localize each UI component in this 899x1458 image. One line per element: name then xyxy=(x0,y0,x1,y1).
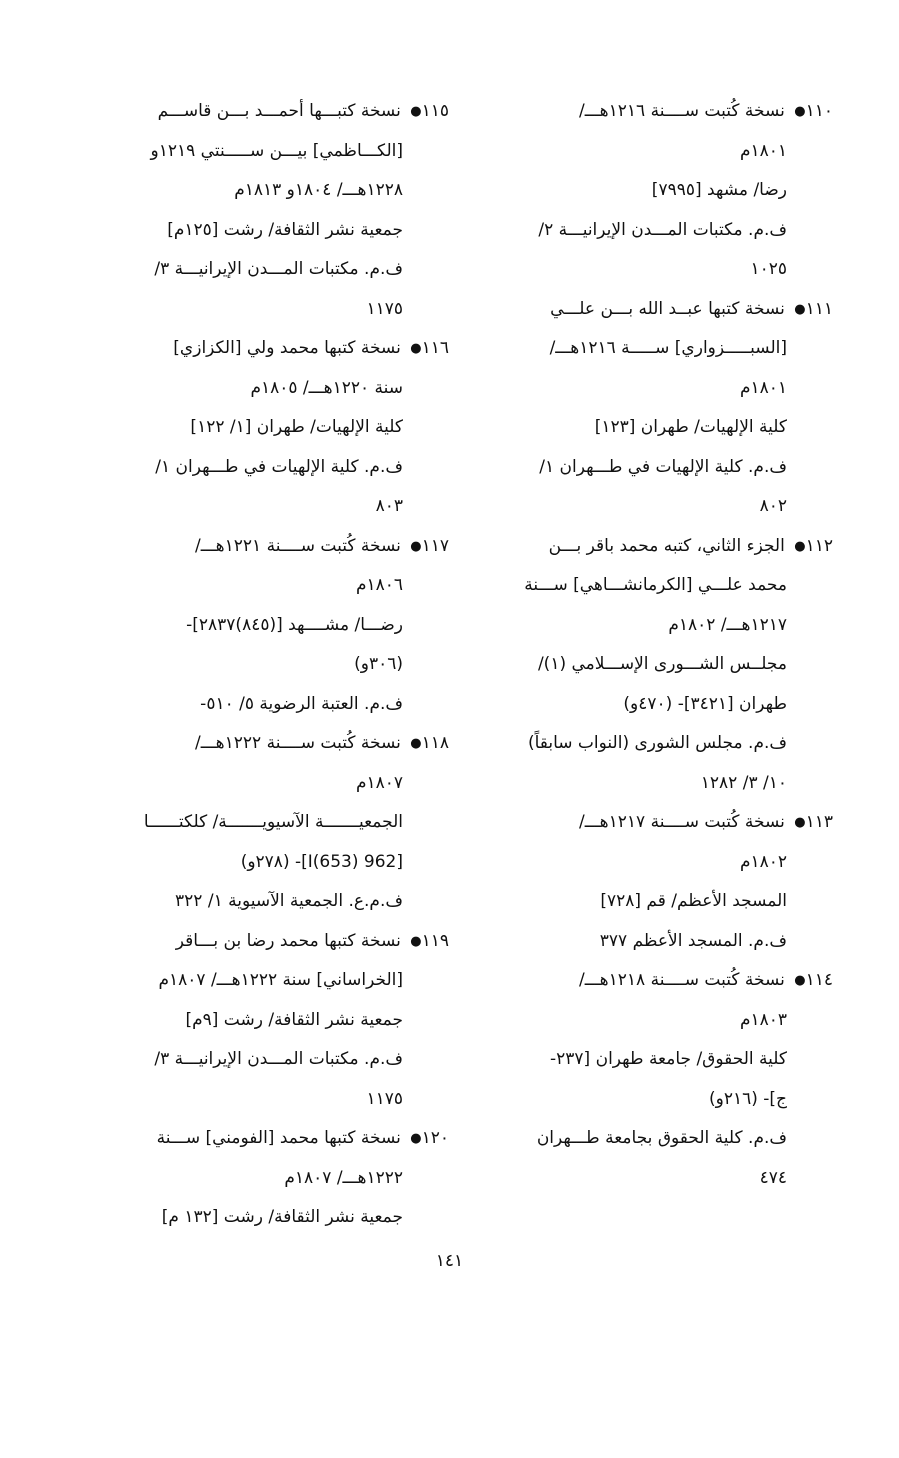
entry-heading-line xyxy=(114,922,449,962)
entry-number: ١١٧ xyxy=(421,535,449,556)
entry-text-line: ف.م.ع. الجمعية الآسيوية ١/ ٣٢٢ xyxy=(175,891,403,911)
entry-text-line: ١٨٠٦م xyxy=(355,575,403,595)
manuscript-entry xyxy=(114,92,449,329)
manuscript-entry xyxy=(498,527,833,804)
page-number: ١٤١ xyxy=(435,1251,464,1271)
manuscript-entry xyxy=(114,527,449,725)
entry-text-line: [962 I(653)]- (٢٧٨و) xyxy=(240,851,403,872)
entry-text-line: ١٢١٧هـــ/ ١٨٠٢م xyxy=(668,614,787,635)
entry-text: نسخة كُتبت ســــنة ١٢٢١هـــ/ xyxy=(195,535,401,556)
entry-number: ١١٤ xyxy=(805,970,833,990)
entry-heading-line xyxy=(114,329,449,369)
entry-text-line: سنة ١٢٢٠هـــ/ ١٨٠٥م xyxy=(250,377,403,398)
entry-number: ١١١ xyxy=(805,298,833,319)
entry-heading-line xyxy=(114,1119,449,1159)
entry-number: ١١٩ xyxy=(421,930,449,951)
entry-text-line: [السبـــــزواري] ســـــة ١٢١٦هـــ/ xyxy=(549,338,787,358)
entry-text-line: ١١٧٥ xyxy=(366,298,403,319)
entry-text-line: ج]- (٢١٦و) xyxy=(708,1088,787,1109)
bullet-icon: ● xyxy=(410,104,422,119)
entry-text-line: ١٠٢٥ xyxy=(750,259,787,279)
entry-text-line: ١١٧٥ xyxy=(366,1088,403,1109)
entry-text: نسخة كُتبت ســــنة ١٢١٦هـــ/ xyxy=(579,101,785,121)
entry-text-line: [الكـــاظمي] بيـــن ســـــنتي ١٢١٩و xyxy=(150,140,403,161)
entry-text-line: محمد علـــي [الكرمانشـــاهي] ســـنة xyxy=(524,575,787,595)
entry-text-line: ف.م. مكتبات المـــدن الإيرانيـــة ٢/ xyxy=(538,219,787,240)
entry-text-line: ف.م. كلية الحقوق بجامعة طـــهران xyxy=(536,1128,787,1148)
entry-number: ١١٨ xyxy=(421,733,449,753)
entry-text-line: ٨٠٣ xyxy=(375,496,403,516)
manuscript-entry xyxy=(498,961,833,1198)
entry-text: نسخة كتبها محمد [الفومني] ســـنة xyxy=(156,1128,401,1148)
entry-number: ١١٢ xyxy=(805,535,833,556)
entry-text-line: ١٨٠١م xyxy=(739,377,787,398)
bullet-icon: ● xyxy=(410,933,422,949)
entry-text-line: ف.م. المسجد الأعظم ٣٧٧ xyxy=(599,930,787,951)
entry-heading-line xyxy=(498,527,833,567)
bullet-icon: ● xyxy=(794,815,806,830)
bullet-icon: ● xyxy=(410,341,422,356)
entry-text-line: ٨٠٢ xyxy=(759,496,787,516)
entry-text-line: ١٨٠٢م xyxy=(739,851,787,872)
manuscript-entry xyxy=(114,922,449,1120)
entry-heading-line xyxy=(498,803,833,843)
entry-text-line: جمعية نشر الثقافة/ رشت [٩م] xyxy=(185,1009,403,1030)
entry-number: ١١٣ xyxy=(805,812,833,832)
entry-text-line: ف.م. كلية الإلهيات في طـــهران ١/ xyxy=(539,456,787,477)
entry-heading-line xyxy=(498,290,833,330)
entry-text-line: ف.م. العتبة الرضوية ٥/ ٥١٠- xyxy=(200,693,403,714)
manuscript-entry xyxy=(498,290,833,527)
entry-text-line: جمعية نشر الثقافة/ رشت [١٣٢ م] xyxy=(161,1207,403,1227)
entry-text-line: جمعية نشر الثقافة/ رشت [١٢٥م] xyxy=(167,219,403,240)
bullet-icon: ● xyxy=(794,538,806,554)
entry-text: نسخة كتبـــها أحمـــد بـــن قاســـم xyxy=(157,101,401,121)
right-column xyxy=(498,92,833,1198)
entry-number: ١١٦ xyxy=(421,338,449,358)
entry-text-line: ١٠/ ٣/ ١٢٨٢ xyxy=(700,772,787,793)
entry-text-line: كلية الحقوق/ جامعة طهران [٢٣٧- xyxy=(550,1049,787,1069)
entry-text-line: مجلــس الشـــورى الإســـلامي (١)/ xyxy=(537,654,787,674)
entry-text-line: كلية الإلهيات/ طهران [١/ ١٢٢] xyxy=(190,417,403,437)
entry-text: نسخة كتبها محمد ولي [الكزازي] xyxy=(173,338,401,358)
entry-text-line: ف.م. مكتبات المـــدن الإيرانيـــة ٣/ xyxy=(154,259,403,279)
entry-heading-line xyxy=(498,92,833,132)
entry-number: ١١٠ xyxy=(805,101,833,121)
entry-text-line: ف.م. كلية الإلهيات في طـــهران ١/ xyxy=(155,456,403,477)
manuscript-entry xyxy=(498,92,833,290)
entry-heading-line xyxy=(114,724,449,764)
entry-text-line: (٣٠٦و) xyxy=(354,654,403,674)
entry-heading-line xyxy=(114,527,449,567)
entry-text-line: المسجد الأعظم/ قم [٧٢٨] xyxy=(600,891,787,911)
manuscript-entry xyxy=(498,803,833,961)
entry-text-line: ١٢٢٨هـــ/ ١٨٠٤و ١٨١٣م xyxy=(234,180,403,200)
entry-number: ١٢٠ xyxy=(421,1128,449,1148)
entry-text-line: الجمعيـــــــة الآسيويـــــــة/ كلكتــــــا xyxy=(143,812,403,832)
entry-text-line: [الخراساني] سنة ١٢٢٢هـــ/ ١٨٠٧م xyxy=(158,970,403,990)
entry-text: نسخة كُتبت ســــنة ١٢١٨هـــ/ xyxy=(579,970,785,990)
entry-number: ١١٥ xyxy=(421,101,449,121)
manuscript-entry xyxy=(114,724,449,922)
manuscript-entry xyxy=(114,1119,449,1238)
entry-heading-line xyxy=(114,92,449,132)
entry-text-line: كلية الإلهيات/ طهران [١٢٣] xyxy=(594,417,787,437)
entry-text-line: ١٨٠١م xyxy=(739,140,787,161)
entry-text-line: رضـــا/ مشــــهد [(٨٤٥)٢٨٣٧]- xyxy=(186,614,403,635)
entry-text: الجزء الثاني، كتبه محمد باقر بـــن xyxy=(548,535,785,556)
entry-text-line: ٤٧٤ xyxy=(759,1167,787,1188)
manuscript-entry xyxy=(114,329,449,527)
entry-text: نسخة كتبها عبــد الله بـــن علـــي xyxy=(550,298,785,319)
entry-text-line: ١٨٠٧م xyxy=(355,772,403,793)
entry-text-line: ف.م. مكتبات المـــدن الإيرانيـــة ٣/ xyxy=(154,1049,403,1069)
entry-text-line: رضا/ مشهد [٧٩٩٥] xyxy=(651,180,787,200)
left-column xyxy=(114,92,449,1238)
entry-text: نسخة كُتبت ســــنة ١٢٢٢هـــ/ xyxy=(195,733,401,753)
entry-text-line: ١٨٠٣م xyxy=(739,1009,787,1030)
entry-text: نسخة كُتبت ســــنة ١٢١٧هـــ/ xyxy=(579,812,785,832)
bullet-icon: ● xyxy=(794,104,806,119)
entry-text-line: طهران [٣٤٢١]- (٤٧٠و) xyxy=(623,693,787,714)
bullet-icon: ● xyxy=(794,301,806,317)
entry-text-line: ١٢٢٢هـــ/ ١٨٠٧م xyxy=(284,1167,403,1188)
bullet-icon: ● xyxy=(410,538,422,554)
entry-text-line: ف.م. مجلس الشورى (النواب سابقاً) xyxy=(527,733,787,753)
bullet-icon: ● xyxy=(410,1131,422,1146)
entry-heading-line xyxy=(498,961,833,1001)
entry-text: نسخة كتبها محمد رضا بن بـــاقر xyxy=(175,930,401,951)
bullet-icon: ● xyxy=(410,736,422,751)
bullet-icon: ● xyxy=(794,973,806,988)
